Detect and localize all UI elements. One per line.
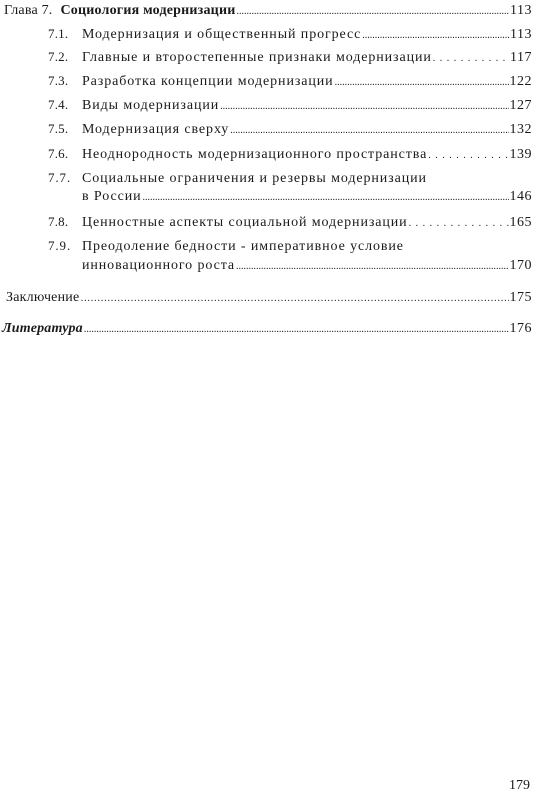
toc-section-entry — [82, 188, 532, 207]
section-page: 122 — [509, 74, 532, 89]
chapter-prefix: Глава 7. — [4, 3, 53, 18]
toc-section-entry — [48, 72, 532, 92]
section-page: 139 — [509, 147, 532, 162]
toc-chapter-label — [4, 2, 235, 20]
section-title: Модернизация сверху — [82, 122, 230, 137]
dot-leader — [409, 215, 509, 233]
toc-section-first-line — [48, 237, 404, 256]
toc-section-entry — [48, 213, 532, 233]
dot-leader — [143, 189, 509, 207]
toc-section-entry — [48, 96, 532, 116]
dot-leader — [84, 321, 509, 339]
dot-leader — [236, 3, 509, 21]
section-title: Главные и второстепенные признаки модернизации — [82, 50, 432, 65]
toc-section-entry — [48, 120, 532, 140]
section-page: 132 — [509, 122, 532, 137]
toc-section-entry — [82, 257, 532, 276]
conclusion-page: 175 — [509, 290, 532, 305]
section-title-line2: в России — [82, 189, 142, 204]
section-number: 7.6. — [48, 146, 69, 161]
literature-title: Литература — [2, 321, 83, 336]
section-page: 170 — [509, 258, 532, 273]
section-title-line1: Социальные ограничения и резервы модернизации — [82, 171, 427, 186]
dot-leader — [220, 98, 508, 116]
section-page: 146 — [509, 189, 532, 204]
toc-section-entry — [48, 25, 532, 45]
dot-leader — [230, 122, 508, 140]
dot-leader — [362, 27, 509, 45]
section-title: Неоднородность модернизационного пространства — [82, 147, 428, 162]
chapter-page: 113 — [510, 3, 532, 18]
section-title: Разработка концепции модернизации — [82, 74, 334, 89]
conclusion-title: Заключение — [6, 290, 80, 305]
section-number: 7.2. — [48, 49, 69, 64]
toc-section-first-line — [48, 169, 427, 188]
section-title: Модернизация и общественный прогресс — [82, 27, 362, 42]
section-title-line2: инновационного роста — [82, 258, 236, 273]
dot-leader — [335, 74, 509, 92]
toc-section-entry — [48, 48, 532, 68]
section-number: 7.5. — [48, 121, 69, 136]
toc-literature-entry — [2, 320, 532, 339]
toc-chapter-entry — [4, 2, 532, 21]
section-page: 113 — [510, 27, 532, 42]
section-number: 7.3. — [48, 73, 69, 88]
chapter-title: Социология модернизации — [60, 3, 236, 18]
section-number: 7.4. — [48, 97, 69, 112]
section-page: 165 — [509, 215, 532, 230]
section-number: 7.7. — [48, 170, 72, 185]
dot-leader — [433, 50, 509, 68]
dot-leader — [428, 147, 508, 165]
section-number: 7.8. — [48, 214, 69, 229]
section-title: Ценностные аспекты социальной модернизации — [82, 215, 408, 230]
dot-leader — [236, 258, 508, 276]
toc-section-entry — [48, 145, 532, 165]
section-page: 127 — [509, 98, 532, 113]
section-page: 117 — [510, 50, 532, 65]
page-number: 179 — [509, 778, 530, 793]
section-title-line1: Преодоление бедности - императивное условие — [82, 239, 404, 254]
section-number: 7.1. — [48, 26, 69, 41]
toc-conclusion-entry — [6, 289, 532, 308]
section-title: Виды модернизации — [82, 98, 220, 113]
literature-page: 176 — [509, 321, 532, 336]
section-number: 7.9. — [48, 238, 72, 253]
dot-leader — [80, 290, 508, 308]
